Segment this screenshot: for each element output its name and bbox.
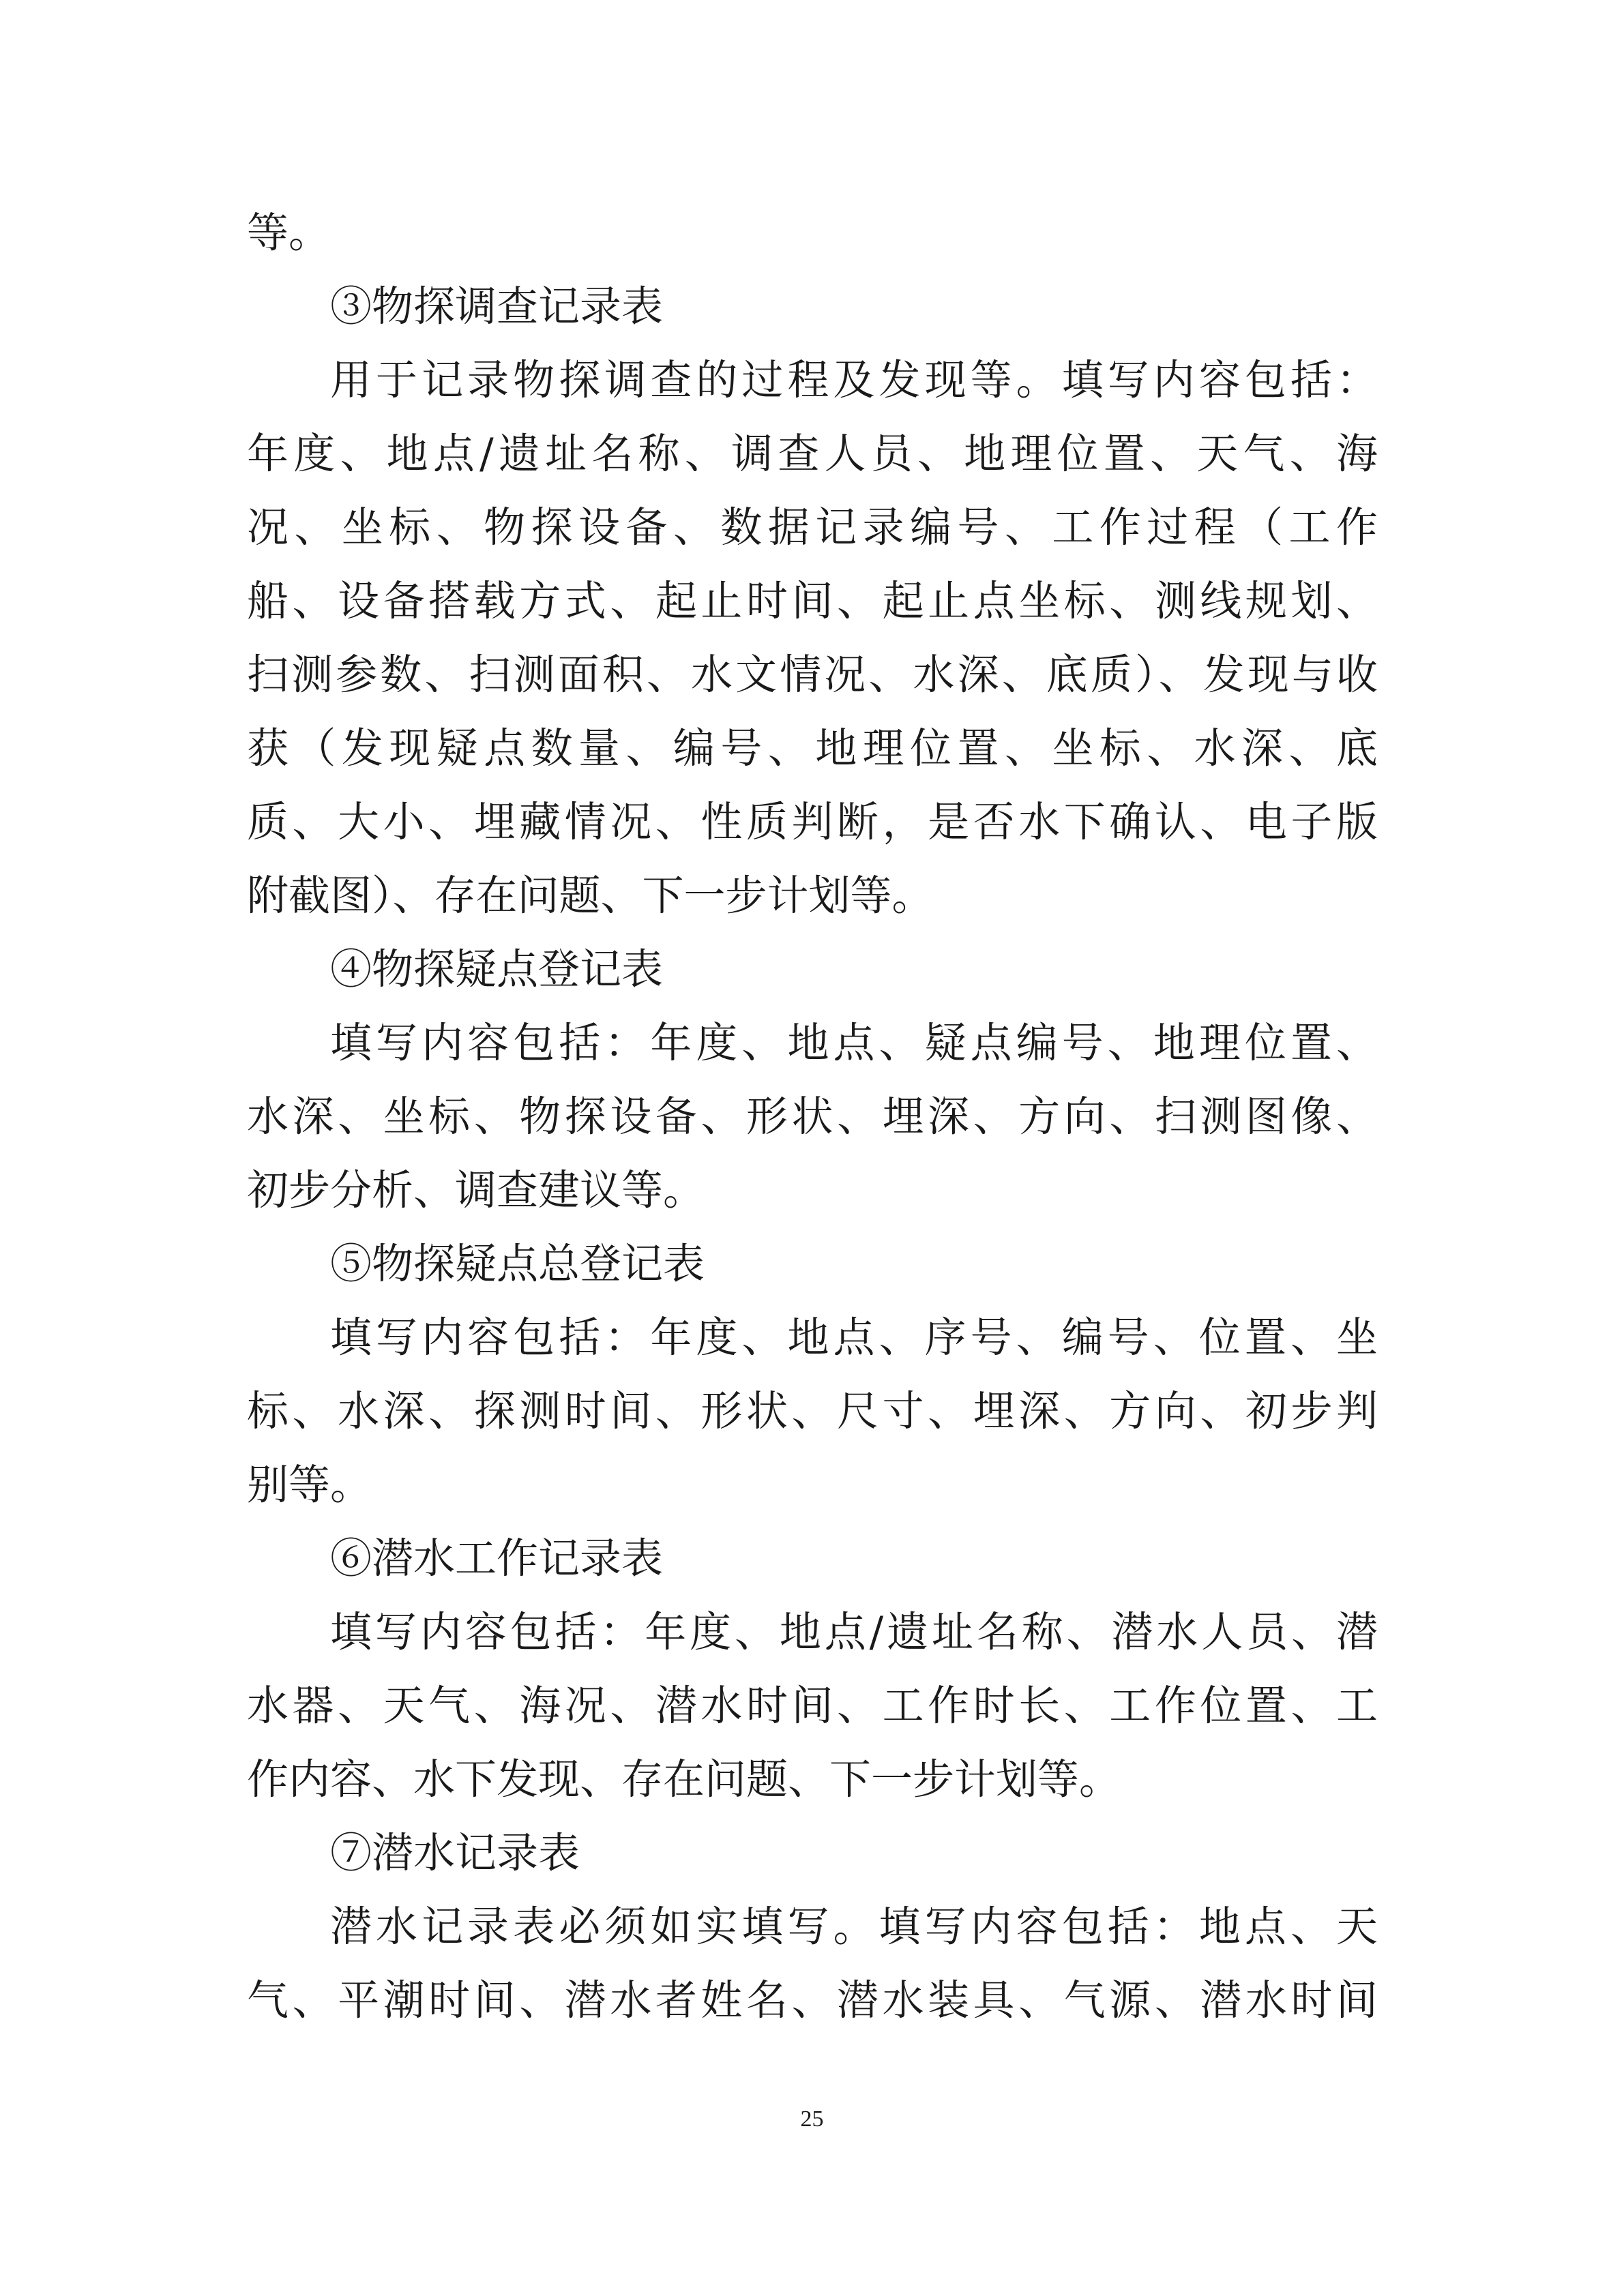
paragraph-line: 质、大小、埋藏情况、性质判断，是否水下确认、电子版 [247, 798, 1378, 846]
paragraph-line: 水器、天气、海况、潜水时间、工作时长、工作位置、工 [247, 1682, 1378, 1730]
section-heading-7: ⑦潜水记录表 [330, 1829, 580, 1877]
paragraph-line: 船、设备搭载方式、起止时间、起止点坐标、测线规划、 [247, 577, 1378, 625]
section-heading-5: ⑤物探疑点总登记表 [330, 1240, 705, 1288]
page-number: 25 [800, 2106, 824, 2132]
paragraph-line: 况、坐标、物探设备、数据记录编号、工作过程（工作 [247, 503, 1378, 552]
section-heading-6: ⑥潜水工作记录表 [330, 1534, 664, 1583]
paragraph-line: 用于记录物探调查的过程及发现等。填写内容包括： [330, 356, 1378, 404]
paragraph-line: 扫测参数、扫测面积、水文情况、水深、底质）、发现与收 [247, 651, 1378, 699]
section-heading-4: ④物探疑点登记表 [330, 945, 664, 994]
paragraph-line: 潜水记录表必须如实填写。填写内容包括：地点、天 [330, 1903, 1378, 1951]
paragraph-line: 别等。 [247, 1461, 372, 1509]
paragraph-line: 获（发现疑点数量、编号、地理位置、坐标、水深、底 [247, 724, 1378, 773]
paragraph-line: 填写内容包括：年度、地点/遗址名称、潜水人员、潜 [330, 1608, 1378, 1656]
paragraph-line: 填写内容包括：年度、地点、疑点编号、地理位置、 [330, 1019, 1378, 1067]
paragraph-line: 水深、坐标、物探设备、形状、埋深、方向、扫测图像、 [247, 1092, 1378, 1141]
paragraph-line: 附截图）、存在问题、下一步计划等。 [247, 871, 934, 920]
paragraph-line: 填写内容包括：年度、地点、序号、编号、位置、坐 [330, 1313, 1378, 1362]
body-text [247, 196, 1378, 2038]
paragraph-line: 初步分析、调查建议等。 [247, 1166, 705, 1214]
paragraph-line: 年度、地点/遗址名称、调查人员、地理位置、天气、海 [247, 430, 1378, 478]
paragraph-line: 等。 [247, 209, 331, 257]
paragraph-line: 标、水深、探测时间、形状、尺寸、埋深、方向、初步判 [247, 1387, 1378, 1435]
paragraph-line: 作内容、水下发现、存在问题、下一步计划等。 [247, 1755, 1121, 1804]
section-heading-3: ③物探调查记录表 [330, 282, 664, 331]
paragraph-line: 气、平潮时间、潜水者姓名、潜水装具、气源、潜水时间 [247, 1976, 1378, 2025]
